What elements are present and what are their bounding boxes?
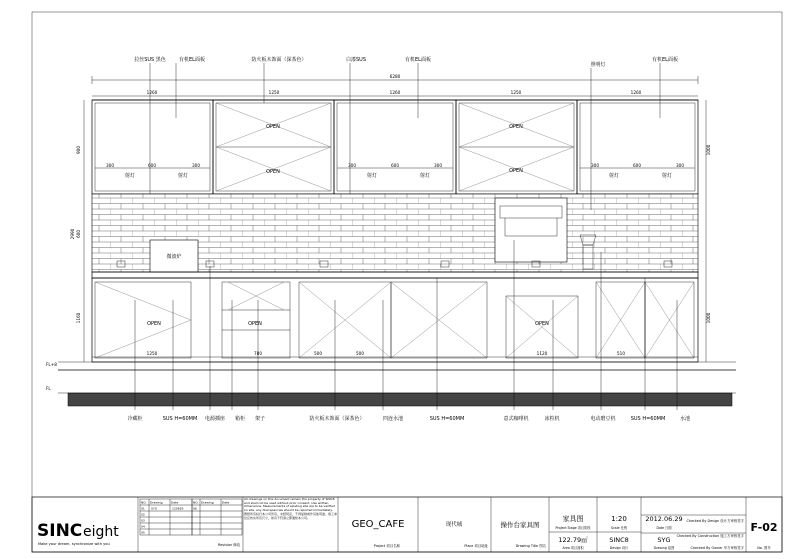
height-dim-1: 900 <box>76 146 81 154</box>
spot-dims <box>106 163 684 168</box>
cabinet-elevation <box>46 56 736 422</box>
open-label-5: OPEN <box>147 321 161 327</box>
upper-dim-3: 1260 <box>389 90 401 95</box>
top-annotations <box>134 56 678 68</box>
project-stage: 家具图 <box>562 515 584 523</box>
lower-dim-4: 500 <box>356 351 364 356</box>
rev-row-1-drawing: SYG <box>151 506 158 511</box>
rev-header-drawing-2: Drawing <box>201 500 214 505</box>
spot-dim-a1: 300 <box>106 163 114 168</box>
project-name: GEO_CAFE <box>351 519 405 530</box>
floor-slab <box>68 393 732 406</box>
drawing-label: Drawing 绘图 <box>653 546 675 550</box>
open-label-6: OPEN <box>248 321 262 327</box>
drawing-value: SYG <box>657 536 671 544</box>
top-ann-3: 防火板木饰面（深茶色） <box>251 57 307 63</box>
checked-owner: Checked By Owner 甲方审核签字 <box>690 546 744 550</box>
top-ann-5: 有机EL面板 <box>405 57 431 63</box>
scale-label: Scale 比例 <box>611 526 627 530</box>
rev-row-6-no: 06 <box>193 506 197 511</box>
spot-dim-c3: 300 <box>676 163 684 168</box>
bottom-ann-7: 四连水池 <box>382 416 404 422</box>
countertop <box>92 272 698 278</box>
spot-dim-b3: 300 <box>434 163 442 168</box>
upper-dim-1: 1260 <box>146 90 158 95</box>
rev-row-4-no: 04 <box>141 524 145 529</box>
lower-cabinets <box>92 278 698 362</box>
spot-dim-b2: 600 <box>391 163 399 168</box>
upper-dim-2: 1250 <box>268 90 280 95</box>
upper-width-dims <box>147 90 642 95</box>
open-label-7: OPEN <box>535 321 549 327</box>
scale-value: 1:20 <box>611 515 627 523</box>
rev-row-2-no: 02 <box>141 512 145 517</box>
logo-tail: eight <box>83 524 119 540</box>
rev-row-5-no: 05 <box>141 530 145 535</box>
bottom-ann-11: 电动磨豆机 <box>590 416 616 422</box>
rev-header-date-2: Date <box>222 500 230 505</box>
drawing-title-label: Drawing Title 图名 <box>515 544 546 548</box>
sheet-number-label: No. 图号 <box>757 546 771 550</box>
height-dim-6: 1000 <box>706 312 711 324</box>
bottom-ann-10: 冰粒机 <box>544 416 560 422</box>
bottom-ann-5: 架子 <box>254 416 266 422</box>
spot-dim-b1: 300 <box>348 163 356 168</box>
height-dim-3: 600 <box>76 230 81 238</box>
bottom-annotations <box>127 415 690 422</box>
open-label-4: OPEN <box>509 168 523 174</box>
bottom-ann-4: 箱柜 <box>234 416 246 422</box>
spot-label-4: 射灯 <box>419 173 431 179</box>
lower-dim-5: 1120 <box>536 351 548 356</box>
area-label: Area 项目面积 <box>562 546 584 550</box>
rev-row-1-date: 120629 <box>172 506 184 511</box>
height-dim-2: 2990 <box>70 228 75 240</box>
lower-dim-6: 510 <box>617 351 625 356</box>
upper-dim-5: 1260 <box>630 90 642 95</box>
spot-label-2: 射灯 <box>177 173 189 179</box>
lower-dim-1: 1250 <box>146 351 158 356</box>
date-label: Date 日期 <box>656 526 672 530</box>
lower-dim-3: 500 <box>314 351 322 356</box>
rev-row-3-no: 03 <box>141 518 145 523</box>
project-label: Project 项目名称 <box>373 544 400 548</box>
spot-dim-c1: 300 <box>591 163 599 168</box>
place-label: Place 项目地址 <box>464 544 488 548</box>
top-ann-4: 白漆SUS <box>345 57 367 63</box>
lower-dim-2: 780 <box>254 351 262 356</box>
open-label-1: OPEN <box>266 124 280 130</box>
spot-dim-a3: 300 <box>192 163 200 168</box>
place-value: 现代城 <box>445 522 463 528</box>
overall-width-dim: 6280 <box>389 74 401 79</box>
spot-dim-a2: 600 <box>148 163 156 168</box>
top-ann-1: 拉丝SUS 黑色 <box>134 57 166 63</box>
design-label: Design 设计 <box>609 546 629 550</box>
spot-labels <box>125 172 672 179</box>
bottom-ann-8: SUS H=60MM <box>429 416 465 422</box>
bottom-ann-12: SUS H=60MM <box>630 416 666 422</box>
logo-tagline: Make your dream, synchronize with you <box>38 542 110 546</box>
rev-header-drawing: Drawing <box>150 500 163 505</box>
rev-row-1-no: 01 <box>141 506 145 511</box>
spot-label-5: 射灯 <box>608 173 620 179</box>
microwave-label: 微波炉 <box>166 254 182 260</box>
rev-header-no-2: NO. <box>193 500 199 505</box>
area-value: 122.79㎡ <box>558 536 588 544</box>
rev-header-no: NO. <box>141 500 147 505</box>
upper-cabinets <box>92 100 698 194</box>
notes-text: All drawings on this document remain the property of SINC8 and shall not be used without prior consent. Use written dimensions. Measurements of existing site are to be verified on site, any discrepancies should be reported immediately. <box>244 498 335 512</box>
spot-dim-c2: 600 <box>633 163 641 168</box>
bottom-ann-3: 电源插座 <box>204 416 226 422</box>
spot-label-1: 射灯 <box>124 173 136 179</box>
drawing-title: 操作台家具图 <box>500 521 540 529</box>
top-ann-6: 照明灯 <box>590 62 606 68</box>
design-value: SINC8 <box>609 536 629 544</box>
upper-dim-4: 1250 <box>510 90 522 95</box>
logo-main: SINC <box>37 521 83 541</box>
spot-label-6: 射灯 <box>661 173 673 179</box>
coffee-machine <box>495 198 567 262</box>
notes-block <box>244 498 337 548</box>
sheet-number: F-02 <box>750 521 778 534</box>
height-dim-5: 1000 <box>706 144 711 156</box>
spot-label-3: 射灯 <box>366 173 378 179</box>
open-label-3: OPEN <box>509 124 523 130</box>
title-block <box>32 497 782 552</box>
bottom-ann-1: 冷藏柜 <box>127 416 143 422</box>
checked-construction: Checked By Construction 施工方审核签字 <box>676 534 744 538</box>
lower-dims <box>147 351 626 356</box>
project-stage-label: Project Stage 项目阶段 <box>555 526 591 530</box>
notes-text-cn: 图纸所有权归本公司所有，未经同意，不得复制或作其他用途。施工单位应核实所有尺寸，如有不符请立即通知本公司。 <box>244 512 337 520</box>
company-logo <box>37 521 119 546</box>
date-value: 2012.06.29 <box>645 515 683 523</box>
bottom-ann-6: 防火板木饰面（深茶色） <box>309 416 365 422</box>
open-label-2: OPEN <box>266 169 280 175</box>
top-ann-7: 有机EL面板 <box>652 57 678 63</box>
height-dim-4: 1160 <box>76 312 81 324</box>
revision-label: Revision 修改 <box>218 543 241 547</box>
level-label-1: FL+8 <box>46 362 57 367</box>
bottom-ann-9: 意式咖啡机 <box>503 416 529 422</box>
level-label-2: FL <box>46 386 51 391</box>
top-ann-2: 有机EL面板 <box>179 57 205 63</box>
checked-design: Checked By Design 设计方审核签字 <box>686 519 744 523</box>
bottom-ann-2: SUS H=60MM <box>162 416 198 422</box>
rev-header-date: Date <box>171 500 179 505</box>
revision-table <box>140 499 242 547</box>
bottom-ann-13: 水池 <box>679 416 691 422</box>
top-leaders <box>150 63 660 210</box>
